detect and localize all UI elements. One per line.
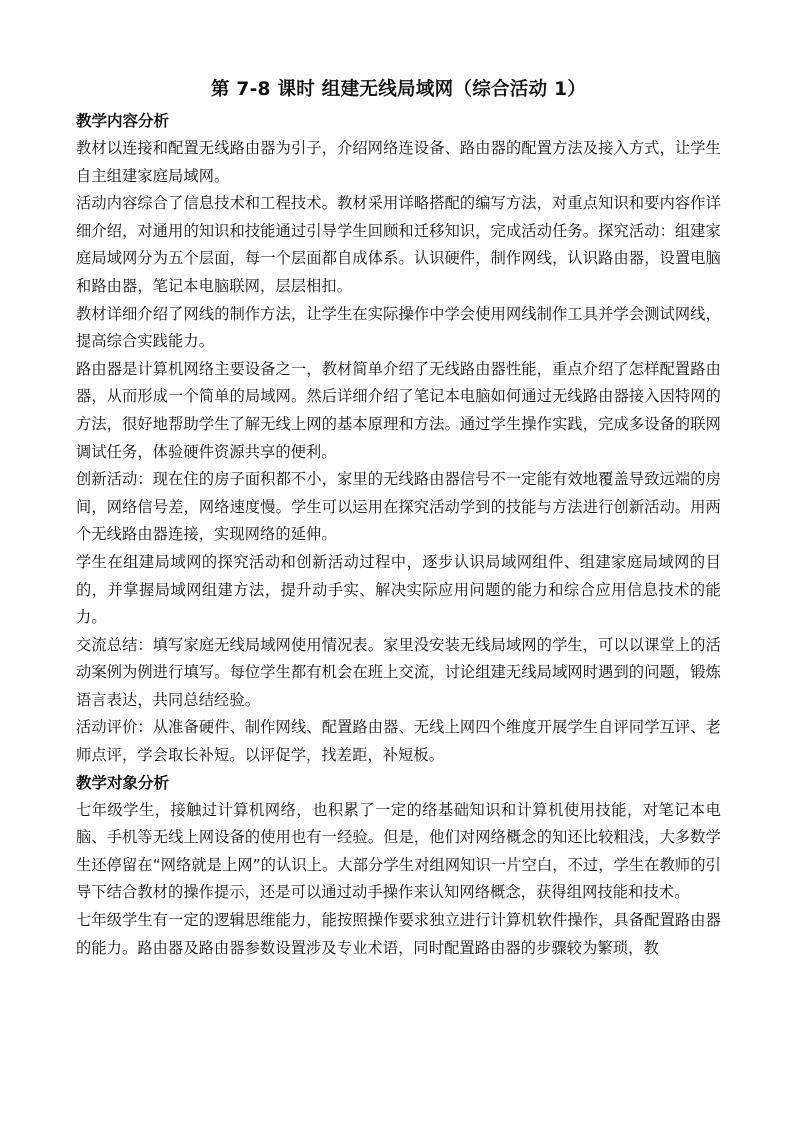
- section-student-analysis: [76, 770, 721, 963]
- paragraph: 学生在组建局域网的探究活动和创新活动过程中，逐步认识局域网组件、组建家庭局域网的目的，并掌握局域网组建方法，提升动手实、解决实际应用问题的能力和综合应用信息技术的能力。: [76, 552, 721, 627]
- section-heading: 教学对象分析: [76, 773, 170, 792]
- paragraph: 交流总结：填写家庭无线局域网使用情况表。家里没安装无线局域网的学生，可以以课堂上的活动案例为例进行填写。每位学生都有机会在班上交流，讨论组建无线局域网时遇到的问题，锻炼语言表达，共同总结经验。: [76, 635, 721, 709]
- paragraph: 活动评价：从准备硬件、制作网线、配置路由器、无线上网四个维度开展学生自评同学互评、老师点评，学会取长补短。以评促学，找差距，补短板。: [76, 718, 721, 765]
- paragraph: 七年级学生，接触过计算机网络，也积累了一定的络基础知识和计算机使用技能，对笔记本电脑、手机等无线上网设备的使用也有一经验。但是，他们对网络概念的知还比较粗浅，大多数学生还停留在“网络就是上网”的认识上。大部分学生对组网知识一片空白，不过，学生在教师的引导下结合教材的操作提示，还是可以通过动手操作来认知网络概念，获得组网技能和技术。: [76, 800, 721, 902]
- paragraph: 创新活动：现在住的房子面积都不小，家里的无线路由器信号不一定能有效地覆盖导致远端的房间，网络信号差，网络速度慢。学生可以运用在探究活动学到的技能与方法进行创新活动。用两个无线路由器连接，实现网络的延伸。: [76, 470, 721, 544]
- paragraph: 七年级学生有一定的逻辑思维能力，能按照操作要求独立进行计算机软件操作，具备配置路由器的能力。路由器及路由器参数设置涉及专业术语，同时配置路由器的步骤较为繁琐，教: [76, 911, 721, 957]
- section-content-analysis: [76, 108, 721, 770]
- paragraph: 教材详细介绍了网线的制作方法，让学生在实际操作中学会使用网线制作工具并学会测试网线，提高综合实践能力。: [76, 304, 721, 351]
- paragraph: 活动内容综合了信息技术和工程技术。教材采用详略搭配的编写方法，对重点知识和要内容作详细介绍，对通用的知识和技能通过引导学生回顾和迁移知识，完成活动任务。探究活动：组建家庭局域网分为五个层面，每一个层面都自成体系。认识硬件，制作网线，认识路由器，设置电脑和路由器，笔记本电脑联网，层层相扣。: [76, 194, 721, 295]
- document-title: 第 7-8 课时 组建无线局域网（综合活动 1）: [210, 79, 587, 100]
- paragraph: 路由器是计算机网络主要设备之一，教材简单介绍了无线路由器性能，重点介绍了怎样配置路由器，从而形成一个简单的局域网。然后详细介绍了笔记本电脑如何通过无线路由器接入因特网的方法，很好地帮助学生了解无线上网的基本原理和方法。通过学生操作实践，完成多设备的联网调试任务，体验硬件资源共享的便利。: [76, 359, 721, 461]
- paragraph: 教材以连接和配置无线路由器为引子，介绍网络连设备、路由器的配置方法及接入方式，让学生自主组建家庭局域网。: [76, 139, 721, 185]
- document-page: [76, 76, 721, 962]
- section-heading: 教学内容分析: [76, 112, 170, 130]
